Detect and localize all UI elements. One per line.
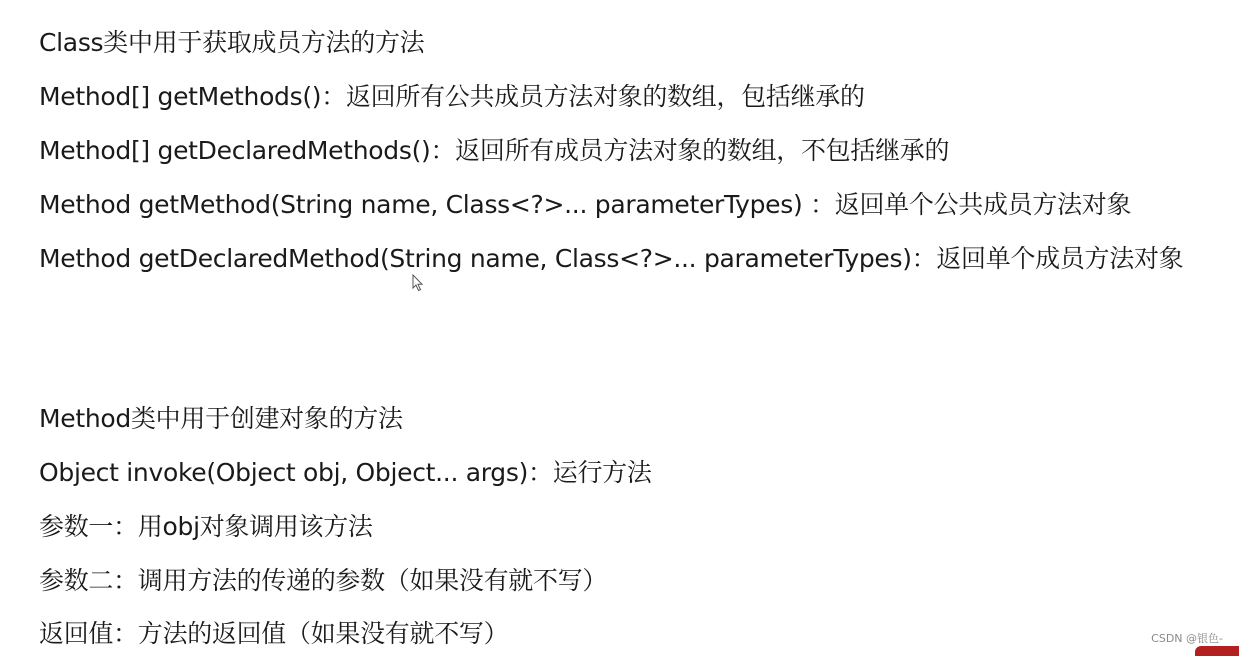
text-line-param-two: 参数二：调用方法的传递的参数（如果没有就不写） (39, 566, 608, 595)
text-line-getmethod: Method getMethod(String name, Class<?>... parameterTypes) ：返回单个公共成员方法对象 (39, 190, 1132, 219)
mouse-pointer-icon (412, 274, 424, 292)
text-line-param-one: 参数一：用obj对象调用该方法 (39, 512, 373, 541)
corner-accent-bar (1195, 646, 1239, 656)
section-heading-class-methods: Class类中用于获取成员方法的方法 (39, 28, 425, 57)
section-heading-method-invoke: Method类中用于创建对象的方法 (39, 404, 403, 433)
watermark: CSDN @银色- (1151, 632, 1223, 645)
text-line-invoke: Object invoke(Object obj, Object... args)：运行方法 (39, 458, 652, 487)
text-line-getdeclaredmethod: Method getDeclaredMethod(String name, Class<?>... parameterTypes)：返回单个成员方法对象 (39, 244, 1184, 273)
text-line-getmethods: Method[] getMethods()：返回所有公共成员方法对象的数组，包括继承的 (39, 82, 865, 111)
text-line-getdeclaredmethods: Method[] getDeclaredMethods()：返回所有成员方法对象的数组，不包括继承的 (39, 136, 950, 165)
text-line-return-value: 返回值：方法的返回值（如果没有就不写） (39, 619, 509, 648)
